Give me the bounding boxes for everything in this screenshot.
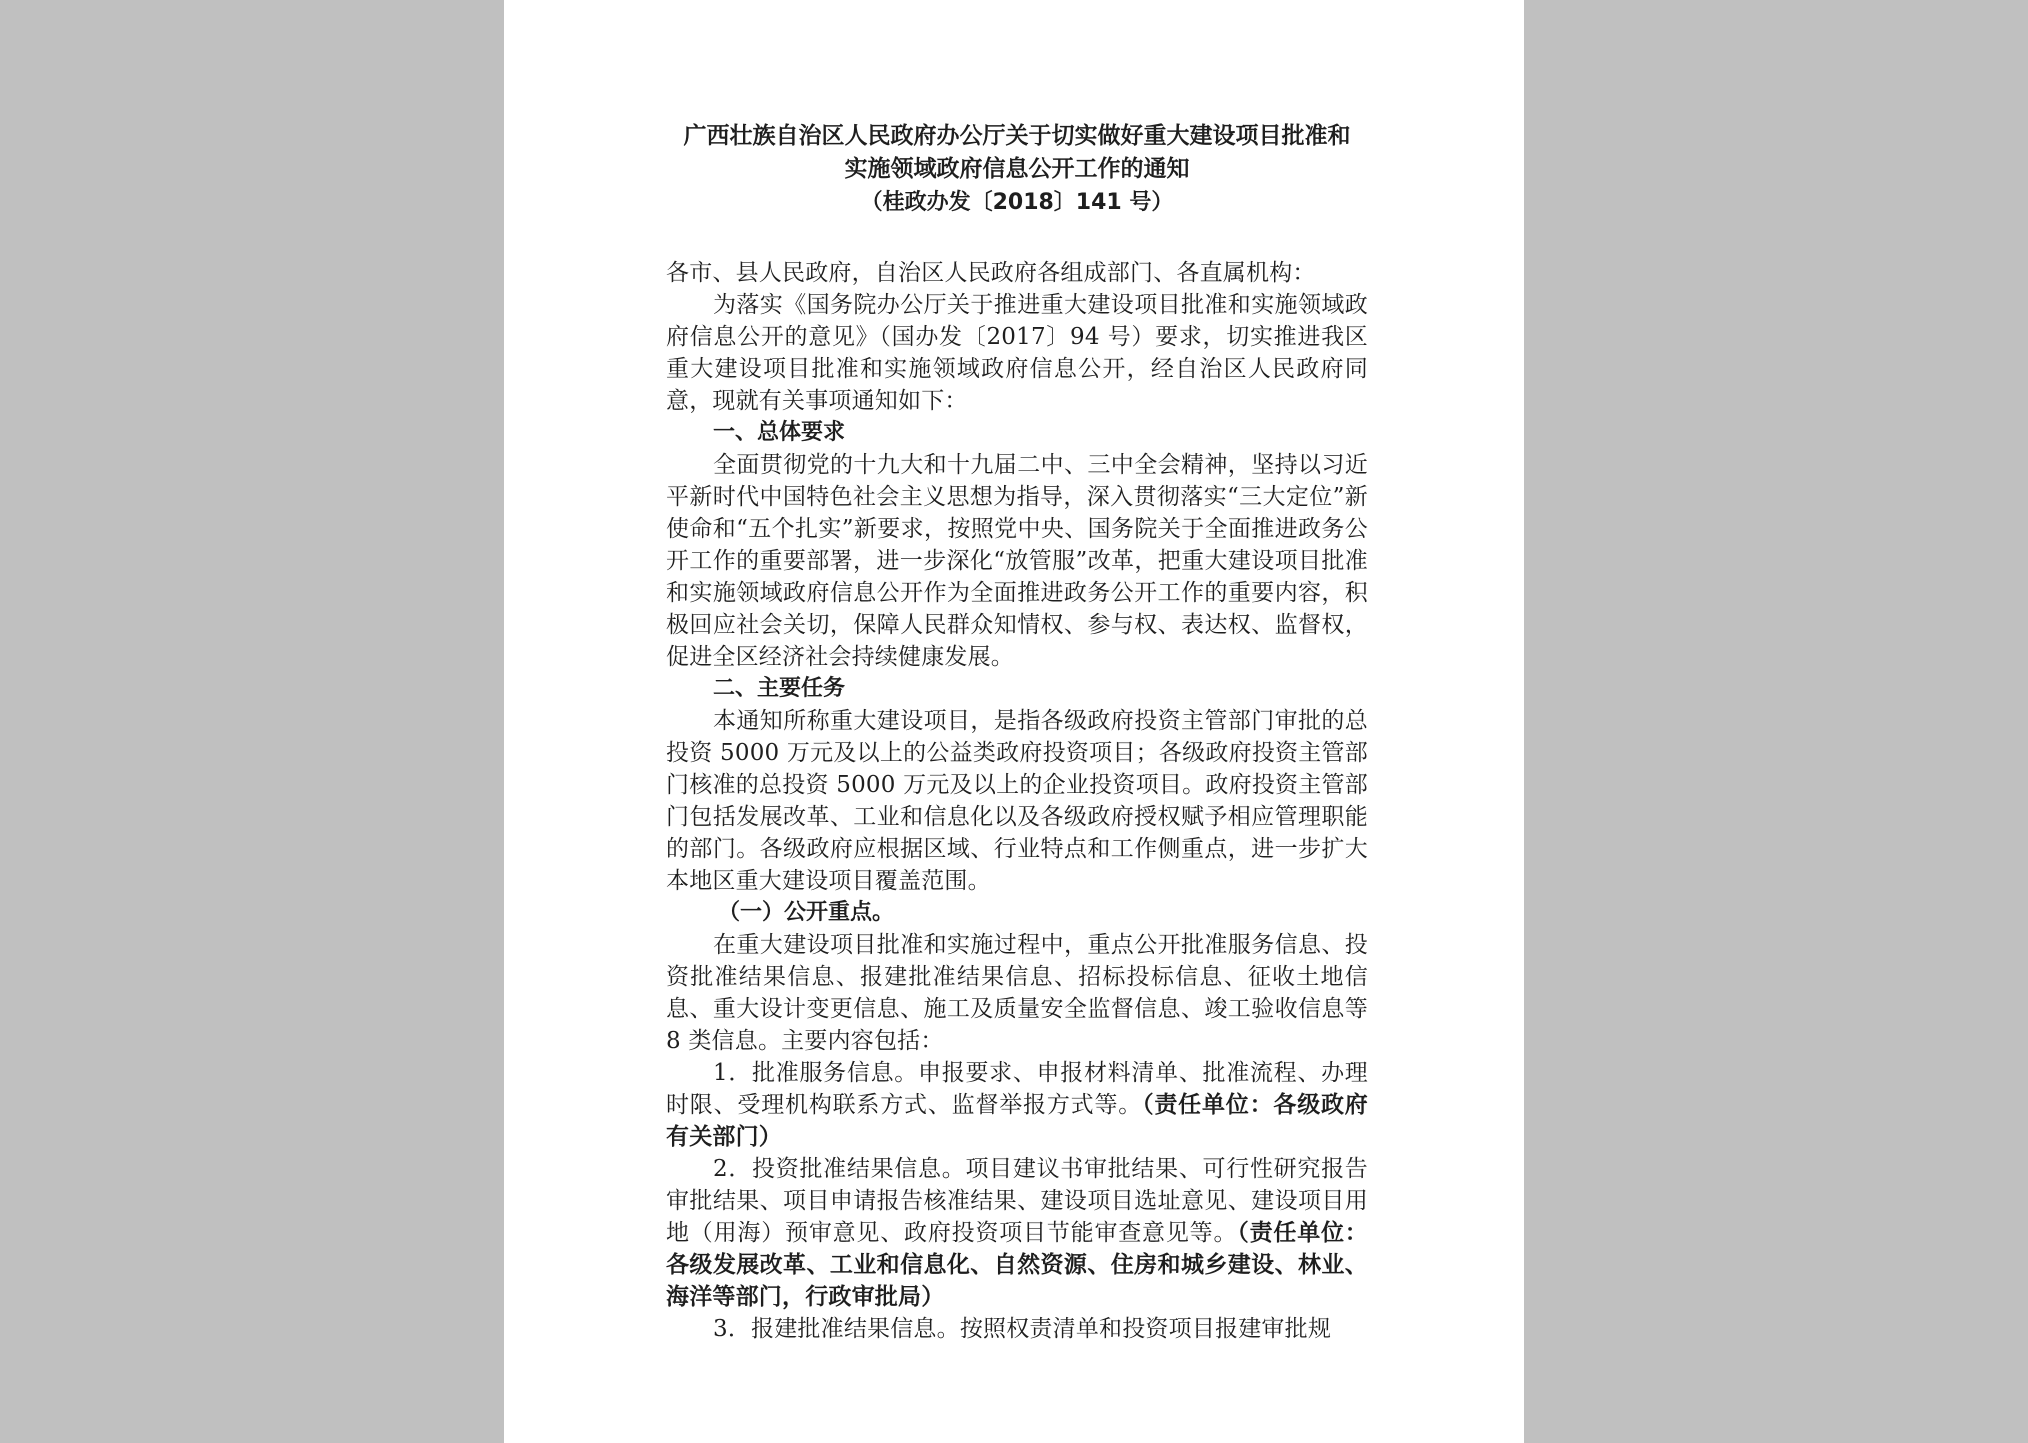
subsection-1-heading: （一）公开重点。 <box>718 900 895 925</box>
list-item-1 <box>666 1057 1368 1153</box>
document-page <box>504 0 1524 1443</box>
list-item-2 <box>666 1153 1368 1313</box>
document-title <box>666 120 1368 186</box>
list-item-2-responsibility: （责任单位：各级发展改革、工业和信息化、自然资源、住房和城乡建设、林业、海洋等部门，行政审批局） <box>666 1220 1368 1310</box>
page-content <box>666 112 1368 1345</box>
salutation: 各市、县人民政府，自治区人民政府各组成部门、各直属机构： <box>666 260 1316 286</box>
title-line-1: 广西壮族自治区人民政府办公厅关于切实做好重大建设项目批准和 <box>683 123 1351 149</box>
section-1-heading: 一、总体要求 <box>713 420 846 445</box>
section-2-body: 本通知所称重大建设项目，是指各级政府投资主管部门审批的总投资 5000 万元及以上的公益类政府投资项目；各级政府投资主管部门核准的总投资 5000 万元及以上的企业投资项目。政府投资主管部门包括发展改革、工业和信息化以及各级政府授权赋予相应管理职能的部门。各级政府应根据区域、行业特点和工作侧重点，进一步扩大本地区重大建设项目覆盖范围。 <box>666 708 1368 894</box>
intro-paragraph: 为落实《国务院办公厅关于推进重大建设项目批准和实施领域政府信息公开的意见》（国办发〔2017〕94 号）要求，切实推进我区重大建设项目批准和实施领域政府信息公开，经自治区人民政府同意，现就有关事项通知如下： <box>666 292 1368 414</box>
list-item-2-text: 2．投资批准结果信息。项目建议书审批结果、可行性研究报告审批结果、项目申请报告核准结果、建设项目选址意见、建设项目用地（用海）预审意见、政府投资项目节能审查意见等。 <box>666 1156 1368 1246</box>
list-item-1-text: 1．批准服务信息。申报要求、申报材料清单、批准流程、办理时限、受理机构联系方式、监督举报方式等。 <box>666 1060 1368 1118</box>
section-1-body: 全面贯彻党的十九大和十九届二中、三中全会精神，坚持以习近平新时代中国特色社会主义思想为指导，深入贯彻落实“三大定位”新使命和“五个扎实”新要求，按照党中央、国务院关于全面推进政务公开工作的重要部署，进一步深化“放管服”改革，把重大建设项目批准和实施领域政府信息公开作为全面推进政务公开工作的重要内容，积极回应社会关切，保障人民群众知情权、参与权、表达权、监督权，促进全区经济社会持续健康发展。 <box>666 452 1368 670</box>
list-item-1-responsibility: （责任单位：各级政府有关部门） <box>666 1092 1369 1150</box>
section-2-heading: 二、主要任务 <box>713 676 846 701</box>
document-number: （桂政办发〔2018〕141 号） <box>860 190 1174 215</box>
list-item-3: 3．报建批准结果信息。按照权责清单和投资项目报建审批规 <box>713 1316 1332 1342</box>
subsection-1-body: 在重大建设项目批准和实施过程中，重点公开批准服务信息、投资批准结果信息、报建批准结果信息、招标投标信息、征收土地信息、重大设计变更信息、施工及质量安全监督信息、竣工验收信息等 8 类信息。主要内容包括： <box>666 932 1368 1054</box>
title-line-2: 实施领域政府信息公开工作的通知 <box>844 156 1190 182</box>
